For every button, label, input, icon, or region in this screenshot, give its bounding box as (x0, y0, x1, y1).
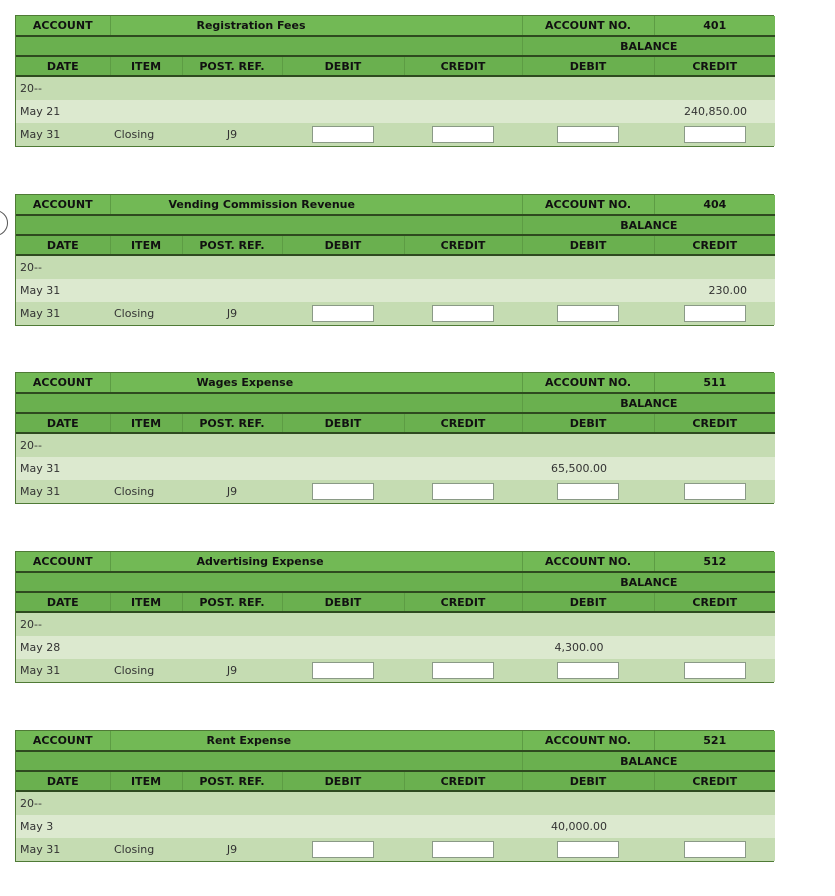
row-date: 20-- (16, 255, 110, 279)
balance-credit-value (654, 457, 775, 480)
row-date: May 31 (16, 480, 110, 503)
row-post-ref: J9 (182, 123, 282, 146)
account-no-label: ACCOUNT NO. (522, 16, 654, 36)
account-label: ACCOUNT (16, 373, 110, 393)
balance-debit-header: DEBIT (522, 235, 654, 255)
debit-input[interactable] (312, 483, 374, 500)
credit-header: CREDIT (404, 771, 522, 791)
balance-debit-input[interactable] (557, 841, 619, 858)
credit-header: CREDIT (404, 413, 522, 433)
account-number: 512 (654, 552, 775, 572)
balance-debit-input[interactable] (557, 126, 619, 143)
ledger-account-521 (15, 730, 774, 862)
balance-debit-header: DEBIT (522, 771, 654, 791)
balance-credit-header: CREDIT (654, 413, 775, 433)
balance-debit-header: DEBIT (522, 56, 654, 76)
balance-debit-value: 40,000.00 (522, 815, 654, 838)
account-label: ACCOUNT (16, 731, 110, 751)
ledger-account-401 (15, 15, 774, 147)
balance-header: BALANCE (522, 36, 775, 56)
date-header: DATE (16, 592, 110, 612)
table-row (16, 433, 775, 457)
account-number: 404 (654, 195, 775, 215)
balance-debit-value (522, 100, 654, 123)
row-item: Closing (110, 659, 182, 682)
row-date: 20-- (16, 612, 110, 636)
row-date: May 28 (16, 636, 110, 659)
table-row (16, 255, 775, 279)
table-row (16, 659, 775, 682)
row-item: Closing (110, 480, 182, 503)
balance-debit-value: 4,300.00 (522, 636, 654, 659)
balance-credit-input[interactable] (684, 841, 746, 858)
table-row (16, 457, 775, 480)
balance-credit-value (654, 636, 775, 659)
balance-debit-value: 65,500.00 (522, 457, 654, 480)
balance-credit-header: CREDIT (654, 56, 775, 76)
debit-header: DEBIT (282, 592, 404, 612)
date-header: DATE (16, 56, 110, 76)
row-date: May 31 (16, 279, 110, 302)
balance-debit-input[interactable] (557, 305, 619, 322)
date-header: DATE (16, 235, 110, 255)
ledger-account-511 (15, 372, 774, 504)
table-row (16, 123, 775, 146)
credit-input[interactable] (432, 305, 494, 322)
account-name: Rent Expense (110, 731, 522, 751)
credit-header: CREDIT (404, 592, 522, 612)
credit-input[interactable] (432, 662, 494, 679)
account-no-label: ACCOUNT NO. (522, 552, 654, 572)
date-header: DATE (16, 771, 110, 791)
balance-header: BALANCE (522, 572, 775, 592)
account-label: ACCOUNT (16, 195, 110, 215)
item-header: ITEM (110, 592, 182, 612)
row-post-ref: J9 (182, 659, 282, 682)
ledger-account-404 (15, 194, 774, 326)
balance-header: BALANCE (522, 393, 775, 413)
balance-header: BALANCE (522, 751, 775, 771)
post-ref-header: POST. REF. (182, 592, 282, 612)
row-date: May 31 (16, 457, 110, 480)
post-ref-header: POST. REF. (182, 235, 282, 255)
table-row (16, 791, 775, 815)
account-number: 511 (654, 373, 775, 393)
balance-debit-input[interactable] (557, 662, 619, 679)
credit-header: CREDIT (404, 56, 522, 76)
ledger-account-512 (15, 551, 774, 683)
balance-credit-input[interactable] (684, 662, 746, 679)
balance-debit-header: DEBIT (522, 413, 654, 433)
account-label: ACCOUNT (16, 16, 110, 36)
row-date: 20-- (16, 433, 110, 457)
debit-input[interactable] (312, 662, 374, 679)
debit-header: DEBIT (282, 235, 404, 255)
account-label: ACCOUNT (16, 552, 110, 572)
account-no-label: ACCOUNT NO. (522, 195, 654, 215)
post-ref-header: POST. REF. (182, 771, 282, 791)
balance-debit-header: DEBIT (522, 592, 654, 612)
debit-header: DEBIT (282, 56, 404, 76)
account-name: Vending Commission Revenue (110, 195, 522, 215)
debit-input[interactable] (312, 305, 374, 322)
balance-credit-input[interactable] (684, 305, 746, 322)
balance-credit-input[interactable] (684, 126, 746, 143)
row-date: May 31 (16, 659, 110, 682)
account-name: Registration Fees (110, 16, 522, 36)
credit-input[interactable] (432, 483, 494, 500)
table-row (16, 612, 775, 636)
item-header: ITEM (110, 413, 182, 433)
balance-credit-header: CREDIT (654, 592, 775, 612)
row-post-ref: J9 (182, 302, 282, 325)
row-date: 20-- (16, 76, 110, 100)
account-no-label: ACCOUNT NO. (522, 373, 654, 393)
row-date: May 31 (16, 302, 110, 325)
row-date: May 31 (16, 838, 110, 861)
account-number: 521 (654, 731, 775, 751)
balance-credit-header: CREDIT (654, 771, 775, 791)
table-row (16, 636, 775, 659)
table-row (16, 100, 775, 123)
date-header: DATE (16, 413, 110, 433)
row-date: May 3 (16, 815, 110, 838)
debit-header: DEBIT (282, 413, 404, 433)
item-header: ITEM (110, 235, 182, 255)
account-number: 401 (654, 16, 775, 36)
item-header: ITEM (110, 56, 182, 76)
post-ref-header: POST. REF. (182, 413, 282, 433)
table-row (16, 838, 775, 861)
table-row (16, 279, 775, 302)
account-no-label: ACCOUNT NO. (522, 731, 654, 751)
partial-circle-marker (0, 210, 8, 236)
row-item: Closing (110, 302, 182, 325)
balance-credit-value (654, 815, 775, 838)
table-row (16, 480, 775, 503)
balance-debit-value (522, 279, 654, 302)
table-row (16, 815, 775, 838)
item-header: ITEM (110, 771, 182, 791)
row-item: Closing (110, 123, 182, 146)
post-ref-header: POST. REF. (182, 56, 282, 76)
balance-header: BALANCE (522, 215, 775, 235)
account-name: Wages Expense (110, 373, 522, 393)
balance-credit-header: CREDIT (654, 235, 775, 255)
balance-credit-input[interactable] (684, 483, 746, 500)
row-date: 20-- (16, 791, 110, 815)
row-post-ref: J9 (182, 838, 282, 861)
table-row (16, 302, 775, 325)
row-item: Closing (110, 838, 182, 861)
credit-input[interactable] (432, 126, 494, 143)
balance-credit-value: 240,850.00 (654, 100, 775, 123)
credit-input[interactable] (432, 841, 494, 858)
credit-header: CREDIT (404, 235, 522, 255)
row-post-ref: J9 (182, 480, 282, 503)
account-name: Advertising Expense (110, 552, 522, 572)
row-date: May 31 (16, 123, 110, 146)
debit-header: DEBIT (282, 771, 404, 791)
row-date: May 21 (16, 100, 110, 123)
balance-credit-value: 230.00 (654, 279, 775, 302)
table-row (16, 76, 775, 100)
balance-debit-input[interactable] (557, 483, 619, 500)
debit-input[interactable] (312, 126, 374, 143)
debit-input[interactable] (312, 841, 374, 858)
